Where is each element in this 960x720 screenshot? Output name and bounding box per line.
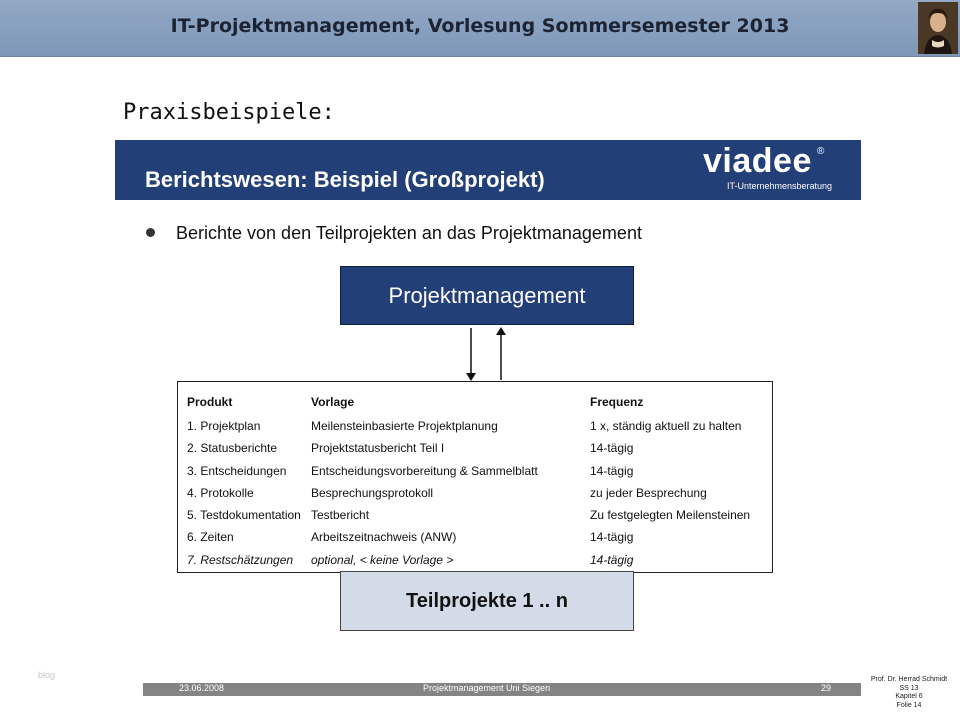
footer-date: 23.06.2008 (179, 683, 225, 693)
title-bar (0, 0, 960, 57)
slide-info-author: Prof. Dr. Herrad Schmidt (870, 676, 948, 683)
bullet-icon (146, 228, 155, 237)
page-title: Praxisbeispiele: (123, 100, 335, 125)
projektmanagement-box: Projektmanagement (340, 266, 634, 325)
blog-watermark: blog (38, 670, 56, 680)
cell-produkt: 3. Entscheidungen (187, 463, 287, 478)
slide-info-semester: SS 13 (899, 684, 919, 692)
cell-produkt: 1. Projektplan (187, 419, 261, 433)
report-arrows (455, 326, 515, 382)
cell-frequenz: Zu festgelegten Meilensteinen (590, 508, 751, 523)
slide-header (115, 140, 861, 200)
cell-vorlage: Besprechungsprotokoll (311, 485, 434, 500)
slide-info-chapter: Kapitel 6 (895, 693, 923, 700)
course-title: IT-Projektmanagement, Vorlesung Sommersemester 2013 (170, 15, 790, 37)
brand-registered-mark: ® (817, 146, 825, 157)
column-header-produkt: Produkt (187, 395, 233, 409)
cell-frequenz: 14-tägig (590, 463, 634, 478)
brand-logo: viadee (703, 142, 812, 180)
cell-frequenz: zu jeder Besprechung (590, 485, 707, 500)
cell-vorlage: Testbericht (311, 508, 370, 523)
teilprojekte-box: Teilprojekte 1 .. n (340, 571, 634, 631)
cell-vorlage: Arbeitszeitnachweis (ANW) (311, 530, 457, 545)
brand-tagline: IT-Unternehmensberatung (727, 181, 833, 191)
bullet-text: Berichte von den Teilprojekten an das Projektmanagement (176, 223, 642, 243)
cell-produkt: 4. Protokolle (187, 485, 254, 500)
slide-info (860, 676, 958, 710)
table-row (187, 441, 770, 463)
cell-produkt: 6. Zeiten (187, 530, 234, 545)
cell-vorlage: Meilensteinbasierte Projektplanung (311, 419, 498, 433)
portrait-image (918, 2, 958, 54)
cell-vorlage: Entscheidungsvorbereitung & Sammelblatt (311, 463, 538, 478)
down-arrow-icon (466, 373, 476, 381)
cell-frequenz: 14-tägig (590, 530, 634, 545)
table-row (187, 508, 770, 530)
cell-frequenz: 1 x, ständig aktuell zu halten (590, 419, 742, 433)
column-header-vorlage: Vorlage (311, 395, 355, 409)
report-table-box (177, 381, 773, 573)
cell-frequenz: 14-tägig (590, 552, 634, 567)
footer-page-number: 29 (821, 683, 832, 693)
table-row (187, 486, 770, 508)
footer-title: Projektmanagement Uni Siegen (423, 683, 551, 693)
table-row (187, 464, 770, 486)
up-arrow-icon (496, 327, 506, 335)
slide-info-slide: Folie 14 (896, 701, 922, 709)
cell-frequenz: 14-tägig (590, 441, 634, 456)
table-header-row (187, 395, 770, 419)
table-row (187, 530, 770, 552)
slide-heading: Berichtswesen: Beispiel (Großprojekt) (145, 167, 545, 192)
slide-image (115, 140, 861, 700)
table-row (187, 419, 770, 441)
slide-footer-bar (143, 683, 861, 696)
cell-produkt: 7. Restschätzungen (187, 552, 294, 567)
cell-produkt: 2. Statusberichte (187, 441, 278, 456)
cell-vorlage: Projektstatusbericht Teil I (311, 441, 445, 456)
column-header-frequenz: Frequenz (590, 395, 644, 409)
report-table (187, 395, 770, 575)
cell-produkt: 5. Testdokumentation (187, 508, 301, 523)
cell-vorlage: optional, < keine Vorlage > (311, 552, 454, 567)
